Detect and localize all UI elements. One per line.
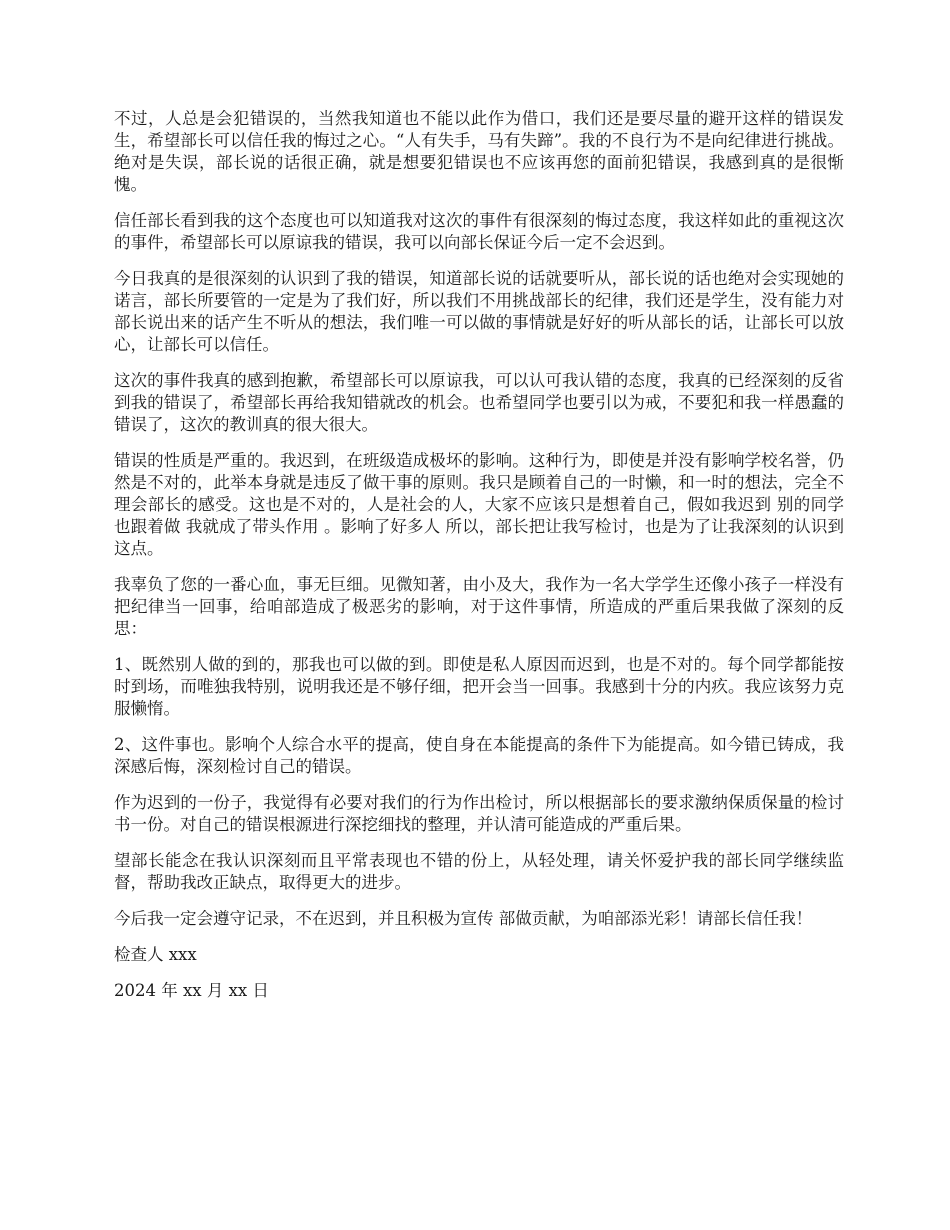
paragraph-10: 望部长能念在我认识深刻而且平常表现也不错的份上，从轻处理，请关怀爱护我的部长同学继续监督，帮助我改正缺点，取得更大的进步。 bbox=[114, 851, 844, 892]
paragraph-4: 这次的事件我真的感到抱歉，希望部长可以原谅我，可以认可我认错的态度，我真的已经深刻的反省到我的错误了，希望部长再给我知错就改的机会。也希望同学也要引以为戒，不要犯和我一样愚蠢的错误了，这次的教训真的很大很大。 bbox=[114, 371, 844, 434]
paragraph-9: 作为迟到的一份子，我觉得有必要对我们的行为作出检讨，所以根据部长的要求激纳保质保量的检讨书一份。对自己的错误根源进行深挖细找的整理，并认清可能造成的严重后果。 bbox=[114, 793, 844, 834]
signature-line: 检查人 xxx bbox=[114, 945, 197, 964]
paragraph-1: 不过，人总是会犯错误的，当然我知道也不能以此作为借口，我们还是要尽量的避开这样的错误发生，希望部长可以信任我的悔过之心。“人有失手，马有失蹄”。我的不良行为不是向纪律进行挑战。绝对是失误，部长说的话很正确，就是想要犯错误也不应该再您的面前犯错误，我感到真的是很惭愧。 bbox=[114, 109, 844, 194]
document-body bbox=[114, 108, 844, 1016]
paragraph-8: 2、这件事也。影响个人综合水平的提高，使自身在本能提高的条件下为能提高。如今错已铸成，我深感后悔，深刻检讨自己的错误。 bbox=[114, 735, 844, 776]
paragraph-11: 今后我一定会遵守记录，不在迟到，并且积极为宣传 部做贡献，为咱部添光彩！请部长信任我！ bbox=[114, 909, 813, 928]
paragraph-6: 我辜负了您的一番心血，事无巨细。见微知著，由小及大，我作为一名大学学生还像小孩子一样没有把纪律当一回事，给咱部造成了极恶劣的影响，对于这件事情，所造成的严重后果我做了深刻的反思： bbox=[114, 575, 844, 638]
paragraph-3: 今日我真的是很深刻的认识到了我的错误，知道部长说的话就要听从，部长说的话也绝对会实现她的诺言，部长所要管的一定是为了我们好，所以我们不用挑战部长的纪律，我们还是学生，没有能力对部长说出来的话产生不听从的想法，我们唯一可以做的事情就是好好的听从部长的话，让部长可以放心，让部长可以信任。 bbox=[114, 269, 844, 354]
paragraph-7: 1、既然别人做的到的，那我也可以做的到。即使是私人原因而迟到，也是不对的。每个同学都能按时到场，而唯独我特别，说明我还是不够仔细，把开会当一回事。我感到十分的内疚。我应该努力克服懒惰。 bbox=[114, 655, 844, 718]
paragraph-5: 错误的性质是严重的。我迟到，在班级造成极坏的影响。这种行为，即使是并没有影响学校名誉，仍然是不对的，此举本身就是违反了做干事的原则。我只是顾着自己的一时懒，和一时的想法，完全不理会部长的感受。这也是不对的，人是社会的人，大家不应该只是想着自己，假如我迟到 别的同学也跟着做 我就成了带头作用 。影响了好多人 所以，部长把让我写检讨，也是为了让我深刻的认识到这点。 bbox=[114, 451, 844, 558]
date-line: 2024 年 xx 月 xx 日 bbox=[114, 981, 269, 1000]
paragraph-2: 信任部长看到我的这个态度也可以知道我对这次的事件有很深刻的悔过态度，我这样如此的重视这次的事件，希望部长可以原谅我的错误，我可以向部长保证今后一定不会迟到。 bbox=[114, 211, 844, 252]
